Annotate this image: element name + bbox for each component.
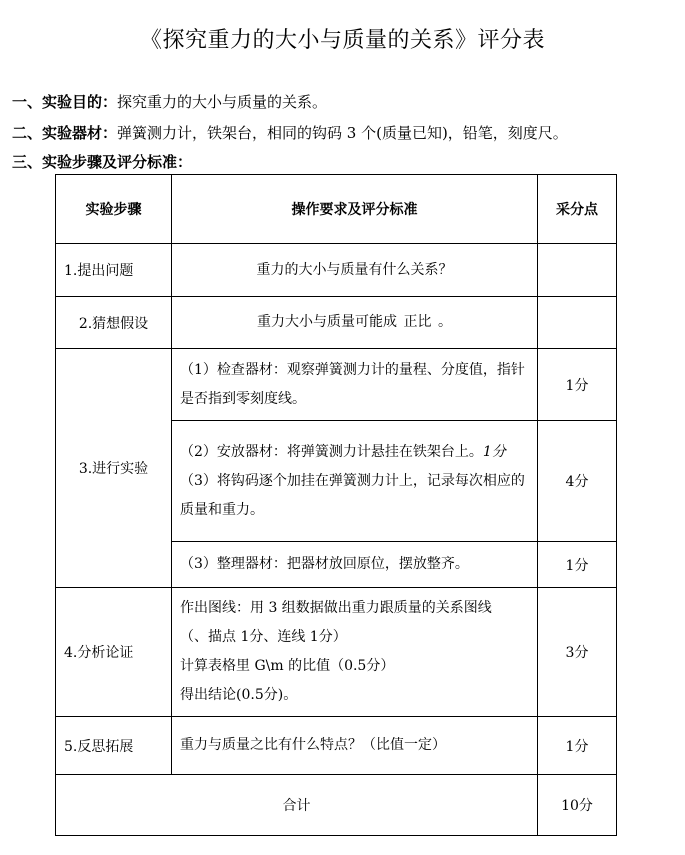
step-cell: 4.分析论证: [56, 588, 172, 717]
section-equipment-text: 弹簧测力计，铁架台，相同的钩码 3 个(质量已知)，铅笔，刻度尺。: [117, 124, 568, 142]
step-cell: 3.进行实验: [56, 349, 172, 588]
table-row: [56, 244, 617, 297]
step-cell: 5.反思拓展: [56, 717, 172, 775]
points-cell: [538, 244, 617, 297]
requirement-prefix: 重力大小与质量可能成: [257, 314, 398, 330]
section-purpose-text: 探究重力的大小与质量的关系。: [117, 93, 328, 111]
table-header-row: [56, 175, 617, 244]
step-cell: 1.提出问题: [56, 244, 172, 297]
requirement-cell: 重力的大小与质量有什么关系？: [172, 244, 538, 297]
points-cell: 1分: [538, 542, 617, 588]
header-requirement: 操作要求及评分标准: [172, 175, 538, 244]
points-cell: 1分: [538, 349, 617, 421]
table-row: [56, 349, 617, 421]
requirement-line-3: 计算表格里 G\m 的比值（0.5分）: [180, 658, 395, 674]
section-steps-label: 三、实验步骤及评分标准：: [12, 153, 193, 171]
header-points: 采分点: [538, 175, 617, 244]
requirement-text-a: （2）安放器材：将弹簧测力计悬挂在铁架台上。: [180, 443, 483, 460]
requirement-line-4: 得出结论(0.5分)。: [180, 687, 298, 703]
requirement-cell: [172, 588, 538, 717]
header-step: 实验步骤: [56, 175, 172, 244]
section-purpose-label: 一、实验目的：: [12, 93, 118, 111]
points-cell: 1分: [538, 717, 617, 775]
scoring-table: [55, 174, 617, 836]
requirement-cell: [172, 297, 538, 349]
section-steps: [12, 151, 680, 173]
points-cell: 3分: [538, 588, 617, 717]
step-cell: 2.猜想假设: [56, 297, 172, 349]
points-cell: 4分: [538, 421, 617, 542]
points-cell: [538, 297, 617, 349]
section-purpose: [12, 91, 680, 113]
requirement-cell: （3）整理器材：把器材放回原位，摆放整齐。: [172, 542, 538, 588]
section-equipment: [12, 122, 680, 144]
requirement-cell: 重力与质量之比有什么特点？（比值一定）: [172, 717, 538, 775]
table-row: [56, 588, 617, 717]
requirement-suffix: 。: [437, 314, 452, 330]
section-equipment-label: 二、实验器材：: [12, 124, 118, 142]
table-total-row: [56, 775, 617, 836]
table-row: [56, 297, 617, 349]
requirement-text-b: （3）将钩码逐个加挂在弹簧测力计上，记录每次相应的质量和重力。: [180, 472, 525, 518]
page-title: 《探究重力的大小与质量的关系》评分表: [139, 28, 545, 53]
total-label: 合计: [56, 775, 538, 836]
total-points: 10分: [538, 775, 617, 836]
requirement-note: 1分: [482, 443, 506, 460]
table-row: [56, 717, 617, 775]
requirement-line-1: 作出图线：用 3 组数据做出重力跟质量的关系图线: [180, 600, 492, 616]
requirement-cell: [172, 421, 538, 542]
answer-text: 正比: [403, 314, 432, 330]
requirement-cell: （1）检查器材：观察弹簧测力计的量程、分度值，指针是否指到零刻度线。: [172, 349, 538, 421]
requirement-line-2: （、描点 1分、连线 1分）: [180, 629, 347, 645]
